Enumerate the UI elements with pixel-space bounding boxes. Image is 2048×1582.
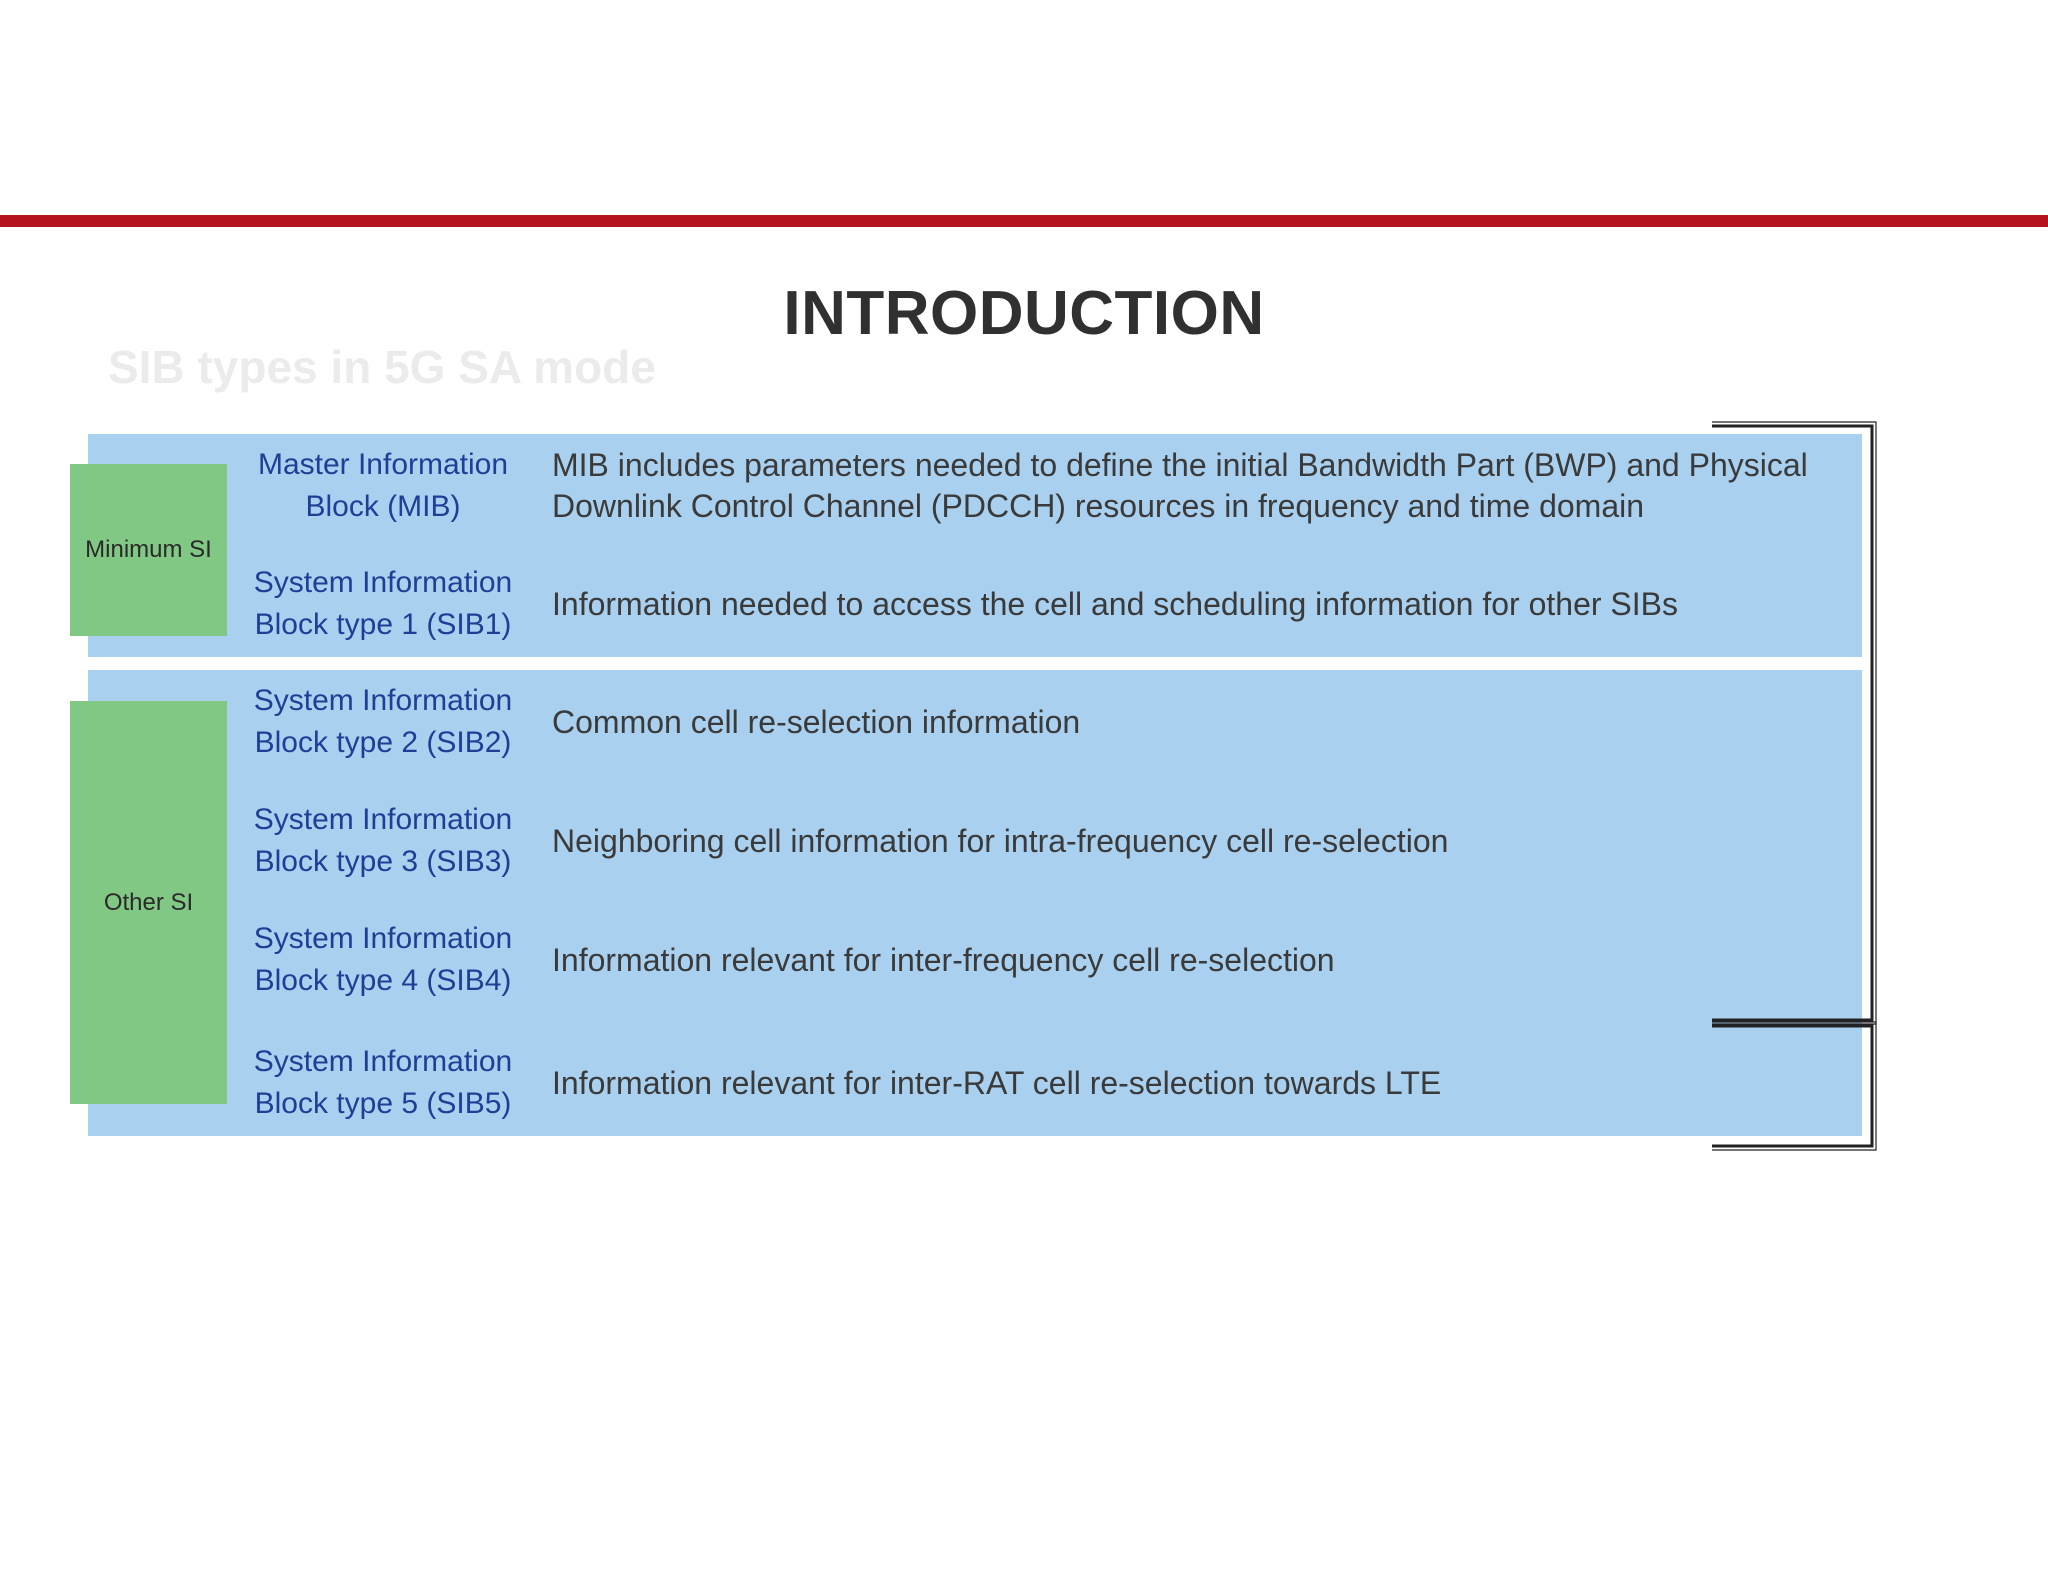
right-bracket-lower bbox=[1700, 1018, 1880, 1153]
minimum-si-label: Minimum SI bbox=[70, 464, 227, 636]
row-label-line1: System Information bbox=[253, 684, 513, 717]
other-si-label: Other SI bbox=[70, 701, 227, 1104]
row-description: Information relevant for inter-frequency cell re-selection bbox=[552, 941, 1335, 978]
row-label bbox=[228, 562, 538, 646]
row-label-line1: System Information bbox=[253, 922, 513, 955]
row-label-line2: Block type 2 (SIB2) bbox=[254, 726, 512, 759]
header-accent-bar bbox=[0, 215, 2048, 227]
sib-row-mib bbox=[228, 434, 1862, 538]
row-label-line2: Block type 1 (SIB1) bbox=[254, 608, 512, 641]
row-description: Information needed to access the cell and scheduling information for other SIBs bbox=[552, 585, 1678, 622]
sib-row-sib2 bbox=[228, 670, 1862, 774]
row-label bbox=[228, 444, 538, 528]
row-description: Common cell re-selection information bbox=[552, 703, 1081, 740]
row-label-line1: System Information bbox=[253, 566, 513, 599]
row-label-line2: Block type 5 (SIB5) bbox=[254, 1087, 512, 1120]
row-label-line2: Block (MIB) bbox=[305, 490, 461, 523]
sib-row-sib5 bbox=[228, 1031, 1862, 1135]
row-label-line2: Block type 3 (SIB3) bbox=[254, 845, 512, 878]
ghost-subtitle: SIB types in 5G SA mode bbox=[108, 341, 656, 393]
row-label bbox=[228, 918, 538, 1002]
sib-row-sib4 bbox=[228, 908, 1862, 1012]
row-label bbox=[228, 680, 538, 764]
row-label-line2: Block type 4 (SIB4) bbox=[254, 964, 512, 997]
row-description: Neighboring cell information for intra-frequency cell re-selection bbox=[552, 822, 1449, 859]
row-label-line1: System Information bbox=[253, 1045, 513, 1078]
row-label-line1: System Information bbox=[253, 803, 513, 836]
row-label bbox=[228, 1041, 538, 1125]
page-title: INTRODUCTION bbox=[783, 279, 1265, 348]
row-description: MIB includes parameters needed to define the initial Bandwidth Part (BWP) and Physical Downlink Control Channel (PDCCH) resources in frequency and time domain bbox=[552, 447, 1808, 524]
sib-row-sib1 bbox=[228, 552, 1862, 656]
sib-row-sib3 bbox=[228, 789, 1862, 893]
row-label-line1: Master Information bbox=[257, 448, 509, 481]
row-label bbox=[228, 799, 538, 883]
right-bracket-upper bbox=[1700, 420, 1880, 1030]
row-description: Information relevant for inter-RAT cell re-selection towards LTE bbox=[552, 1064, 1442, 1101]
